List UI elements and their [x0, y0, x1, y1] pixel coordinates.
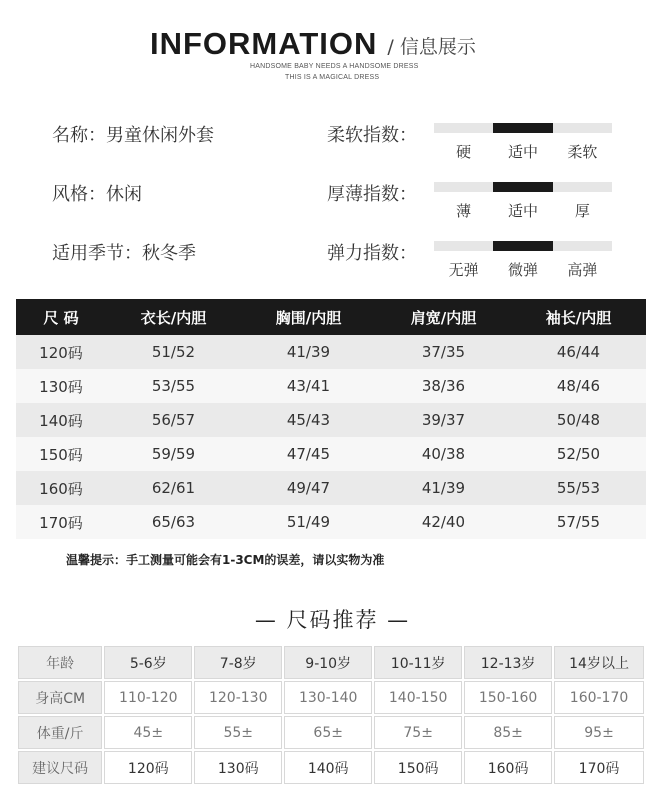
table-row — [16, 403, 646, 437]
scale-bar — [434, 241, 612, 251]
scale-option: 高弹 — [567, 261, 598, 279]
table-cell: 39/37 — [376, 403, 511, 437]
recommend-cell: 10-11岁 — [374, 646, 462, 679]
table-cell: 150码 — [16, 437, 106, 471]
scale-label: 弹力指数： — [327, 243, 417, 264]
table-cell: 62/61 — [106, 471, 241, 505]
recommend-cell: 55± — [194, 716, 282, 749]
scale-segment — [434, 182, 493, 192]
table-cell: 51/52 — [106, 335, 241, 369]
scale-segment-active — [493, 241, 552, 251]
recommend-cell: 7-8岁 — [194, 646, 282, 679]
recommend-cell: 95± — [554, 716, 644, 749]
table-cell: 56/57 — [106, 403, 241, 437]
tagline-2: THIS IS A MAGICAL DRESS — [285, 74, 380, 81]
recommend-cell: 9-10岁 — [284, 646, 372, 679]
recommend-cell: 140码 — [284, 751, 372, 784]
table-cell: 57/55 — [511, 505, 646, 539]
scale-options — [434, 141, 612, 162]
table-cell: 48/46 — [511, 369, 646, 403]
table-cell: 55/53 — [511, 471, 646, 505]
table-cell: 52/50 — [511, 437, 646, 471]
scale-options — [434, 200, 612, 221]
col-header: 肩宽/内胆 — [376, 299, 511, 335]
scale-options — [434, 259, 612, 280]
scale-option: 薄 — [456, 202, 472, 220]
scale-option: 微弹 — [507, 261, 538, 279]
recommend-cell: 130码 — [194, 751, 282, 784]
col-header: 衣长/内胆 — [106, 299, 241, 335]
page-subtitle: / 信息展示 — [387, 36, 476, 58]
recommend-row — [18, 681, 644, 714]
scale-segment — [434, 123, 493, 133]
recommend-cell: 150码 — [374, 751, 462, 784]
scale-segment — [553, 182, 612, 192]
header — [0, 20, 665, 90]
table-cell: 49/47 — [241, 471, 376, 505]
recommend-cell: 120-130 — [194, 681, 282, 714]
table-cell: 46/44 — [511, 335, 646, 369]
recommend-table — [16, 644, 646, 786]
scale-option: 适中 — [507, 202, 538, 220]
scale-label: 厚薄指数： — [327, 184, 417, 205]
table-cell: 43/41 — [241, 369, 376, 403]
table-row — [16, 437, 646, 471]
scale-label: 柔软指数： — [327, 125, 417, 146]
table-cell: 42/40 — [376, 505, 511, 539]
recommend-cell: 75± — [374, 716, 462, 749]
table-cell: 53/55 — [106, 369, 241, 403]
table-cell: 50/48 — [511, 403, 646, 437]
recommend-row-header: 体重/斤 — [18, 716, 102, 749]
table-cell: 51/49 — [241, 505, 376, 539]
col-header: 尺 码 — [16, 299, 106, 335]
size-table — [16, 299, 646, 539]
table-cell: 120码 — [16, 335, 106, 369]
scale-segment — [553, 241, 612, 251]
recommend-cell: 150-160 — [464, 681, 552, 714]
table-cell: 65/63 — [106, 505, 241, 539]
recommend-row-header: 年龄 — [18, 646, 102, 679]
table-row — [16, 505, 646, 539]
col-header: 胸围/内胆 — [241, 299, 376, 335]
scale-segment-active — [493, 182, 552, 192]
recommend-cell: 160码 — [464, 751, 552, 784]
recommend-cell: 5-6岁 — [104, 646, 192, 679]
title-row — [150, 24, 476, 64]
scale-bar — [434, 182, 612, 192]
scale-option: 适中 — [507, 143, 538, 161]
scale-segment — [434, 241, 493, 251]
recommend-cell: 130-140 — [284, 681, 372, 714]
recommend-cell: 65± — [284, 716, 372, 749]
table-cell: 38/36 — [376, 369, 511, 403]
recommend-cell: 14岁以上 — [554, 646, 644, 679]
scale-option: 厚 — [574, 202, 590, 220]
table-cell: 59/59 — [106, 437, 241, 471]
table-row — [16, 335, 646, 369]
size-table-header — [16, 299, 646, 335]
recommend-cell: 170码 — [554, 751, 644, 784]
measurement-tip: 温馨提示：手工测量可能会有1-3CM的误差，请以实物为准 — [66, 553, 385, 567]
table-cell: 170码 — [16, 505, 106, 539]
table-cell: 45/43 — [241, 403, 376, 437]
recommend-cell: 110-120 — [104, 681, 192, 714]
page-title: INFORMATION — [150, 26, 378, 61]
recommend-cell: 45± — [104, 716, 192, 749]
scale-option: 硬 — [456, 143, 472, 161]
table-cell: 41/39 — [241, 335, 376, 369]
recommend-cell: 120码 — [104, 751, 192, 784]
recommend-cell: 12-13岁 — [464, 646, 552, 679]
tagline-1: HANDSOME BABY NEEDS A HANDSOME DRESS — [250, 63, 419, 70]
recommend-cell: 140-150 — [374, 681, 462, 714]
table-row — [16, 471, 646, 505]
table-cell: 140码 — [16, 403, 106, 437]
product-name: 名称：男童休闲外套 — [52, 125, 214, 146]
table-row — [16, 369, 646, 403]
scale-segment-active — [493, 123, 552, 133]
product-style: 风格：休闲 — [52, 184, 142, 205]
table-cell: 41/39 — [376, 471, 511, 505]
recommend-cell: 160-170 — [554, 681, 644, 714]
scale-segment — [553, 123, 612, 133]
scale-option: 柔软 — [567, 143, 598, 161]
recommend-row-header: 身高CM — [18, 681, 102, 714]
recommend-row-header: 建议尺码 — [18, 751, 102, 784]
recommend-row — [18, 751, 644, 784]
table-cell: 37/35 — [376, 335, 511, 369]
scale-option: 无弹 — [448, 261, 479, 279]
product-season: 适用季节：秋冬季 — [52, 243, 196, 264]
col-header: 袖长/内胆 — [511, 299, 646, 335]
table-cell: 47/45 — [241, 437, 376, 471]
scale-bar — [434, 123, 612, 133]
recommend-row — [18, 716, 644, 749]
table-cell: 40/38 — [376, 437, 511, 471]
recommend-title: — 尺码推荐 — — [254, 608, 411, 632]
recommend-cell: 85± — [464, 716, 552, 749]
recommend-row — [18, 646, 644, 679]
table-cell: 130码 — [16, 369, 106, 403]
table-cell: 160码 — [16, 471, 106, 505]
